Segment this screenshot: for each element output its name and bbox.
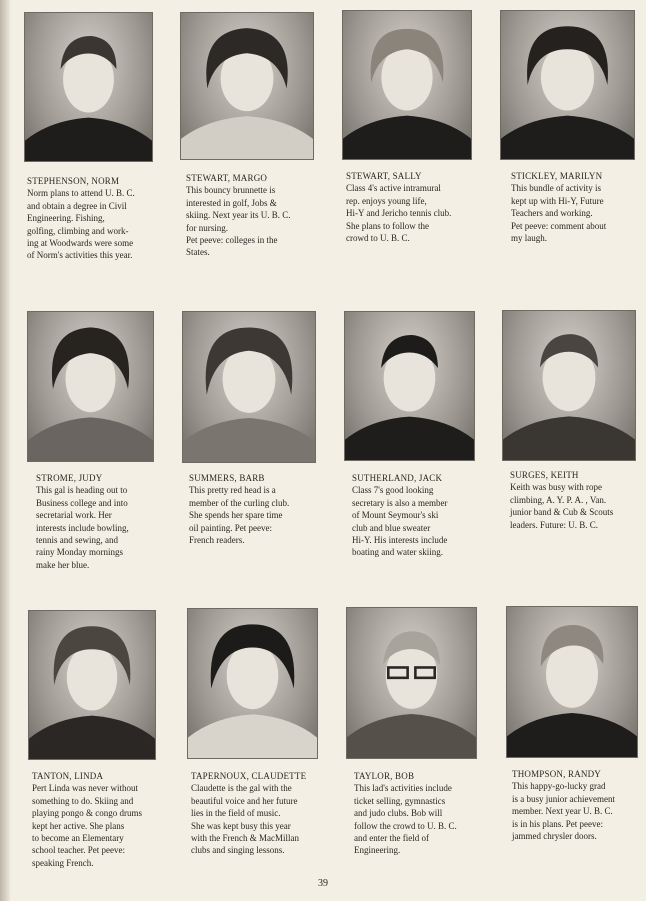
student-portrait	[187, 608, 318, 759]
student-name: SUMMERS, BARB	[189, 473, 265, 483]
student-description: This happy-go-lucky grad is a busy junior achievement member. Next year U. B. C. is in his plans. Pet peeve: jammed chrysler doors.	[512, 781, 615, 842]
student-portrait	[502, 310, 636, 461]
student-name: THOMPSON, RANDY	[512, 769, 602, 779]
student-name: SUTHERLAND, JACK	[352, 473, 443, 483]
student-name: SURGES, KEITH	[510, 470, 579, 480]
student-portrait	[342, 10, 472, 160]
student-name: STEWART, SALLY	[346, 171, 422, 181]
student-portrait	[182, 311, 316, 463]
student-portrait	[24, 12, 153, 162]
student-portrait	[27, 311, 154, 462]
student-description: Class 4's active intramural rep. enjoys young life, Hi-Y and Jericho tennis club. She plans to follow the crowd to U. B. C.	[346, 183, 452, 244]
student-name: TAPERNOUX, CLAUDETTE	[191, 771, 307, 781]
student-portrait	[506, 606, 638, 758]
student-name: TANTON, LINDA	[32, 771, 104, 781]
student-name: TAYLOR, BOB	[354, 771, 415, 781]
student-portrait	[344, 311, 475, 461]
student-caption	[191, 770, 325, 857]
student-caption	[36, 472, 164, 571]
student-portrait	[500, 10, 635, 160]
student-portrait	[180, 12, 314, 160]
student-name: STEWART, MARGO	[186, 173, 268, 183]
student-description: Class 7's good looking secretary is also a member of Mount Seymour's ski club and blue sweater Hi-Y. His interests include boating and water skiing.	[352, 485, 448, 558]
student-description: This gal is heading out to Business college and into secretarial work. Her interests include bowling, tennis and sewing, and rainy Monday mornings make her blue.	[36, 485, 129, 570]
student-description: Pert Linda was never without something to do. Skiing and playing pongo & congo drums kept her active. She plans to become an Elementary school teacher. Pet peeve: speaking French.	[32, 783, 142, 868]
student-caption	[189, 472, 317, 546]
student-caption	[354, 770, 482, 857]
student-description: This pretty red head is a member of the curling club. She spends her spare time oil painting. Pet peeve: French readers.	[189, 485, 290, 546]
student-description: This bouncy brunnette is interested in golf, Jobs & skiing. Next year its U. B. C. for nursing. Pet peeve: colleges in the States.	[186, 185, 291, 258]
student-description: This bundle of activity is kept up with Hi-Y, Future Teachers and working. Pet peeve: comment about my laugh.	[511, 183, 607, 244]
student-description: This lad's activities include ticket selling, gymnastics and judo clubs. Bob will follow the crowd to U. B. C. and enter the field of Engineering.	[354, 783, 457, 856]
student-description: Keith was busy with rope climbing, A. Y. P. A. , Van. junior band & Cub & Scouts leaders. Future: U. B. C.	[510, 482, 614, 530]
student-name: STROME, JUDY	[36, 473, 103, 483]
student-caption	[511, 170, 639, 244]
student-portrait	[346, 607, 477, 759]
student-name: STICKLEY, MARILYN	[511, 171, 603, 181]
student-caption	[27, 175, 155, 262]
student-portrait	[28, 610, 156, 760]
student-caption	[186, 172, 314, 259]
page-number: 39	[318, 878, 328, 889]
student-description: Claudette is the gal with the beautiful voice and her future lies in the field of music. She was kept busy this year with the French & MacMillan clubs and singing lessons.	[191, 783, 299, 856]
student-name: STEPHENSON, NORM	[27, 176, 120, 186]
student-caption	[32, 770, 160, 869]
student-caption	[346, 170, 474, 244]
student-caption	[352, 472, 480, 559]
student-caption	[510, 469, 638, 531]
student-description: Norm plans to attend U. B. C. and obtain a degree in Civil Engineering. Fishing, golfing, climbing and work- ing at Woodwards were some of Norm's activities this year.	[27, 188, 135, 261]
scan-edge	[0, 0, 10, 901]
student-caption	[512, 768, 640, 842]
